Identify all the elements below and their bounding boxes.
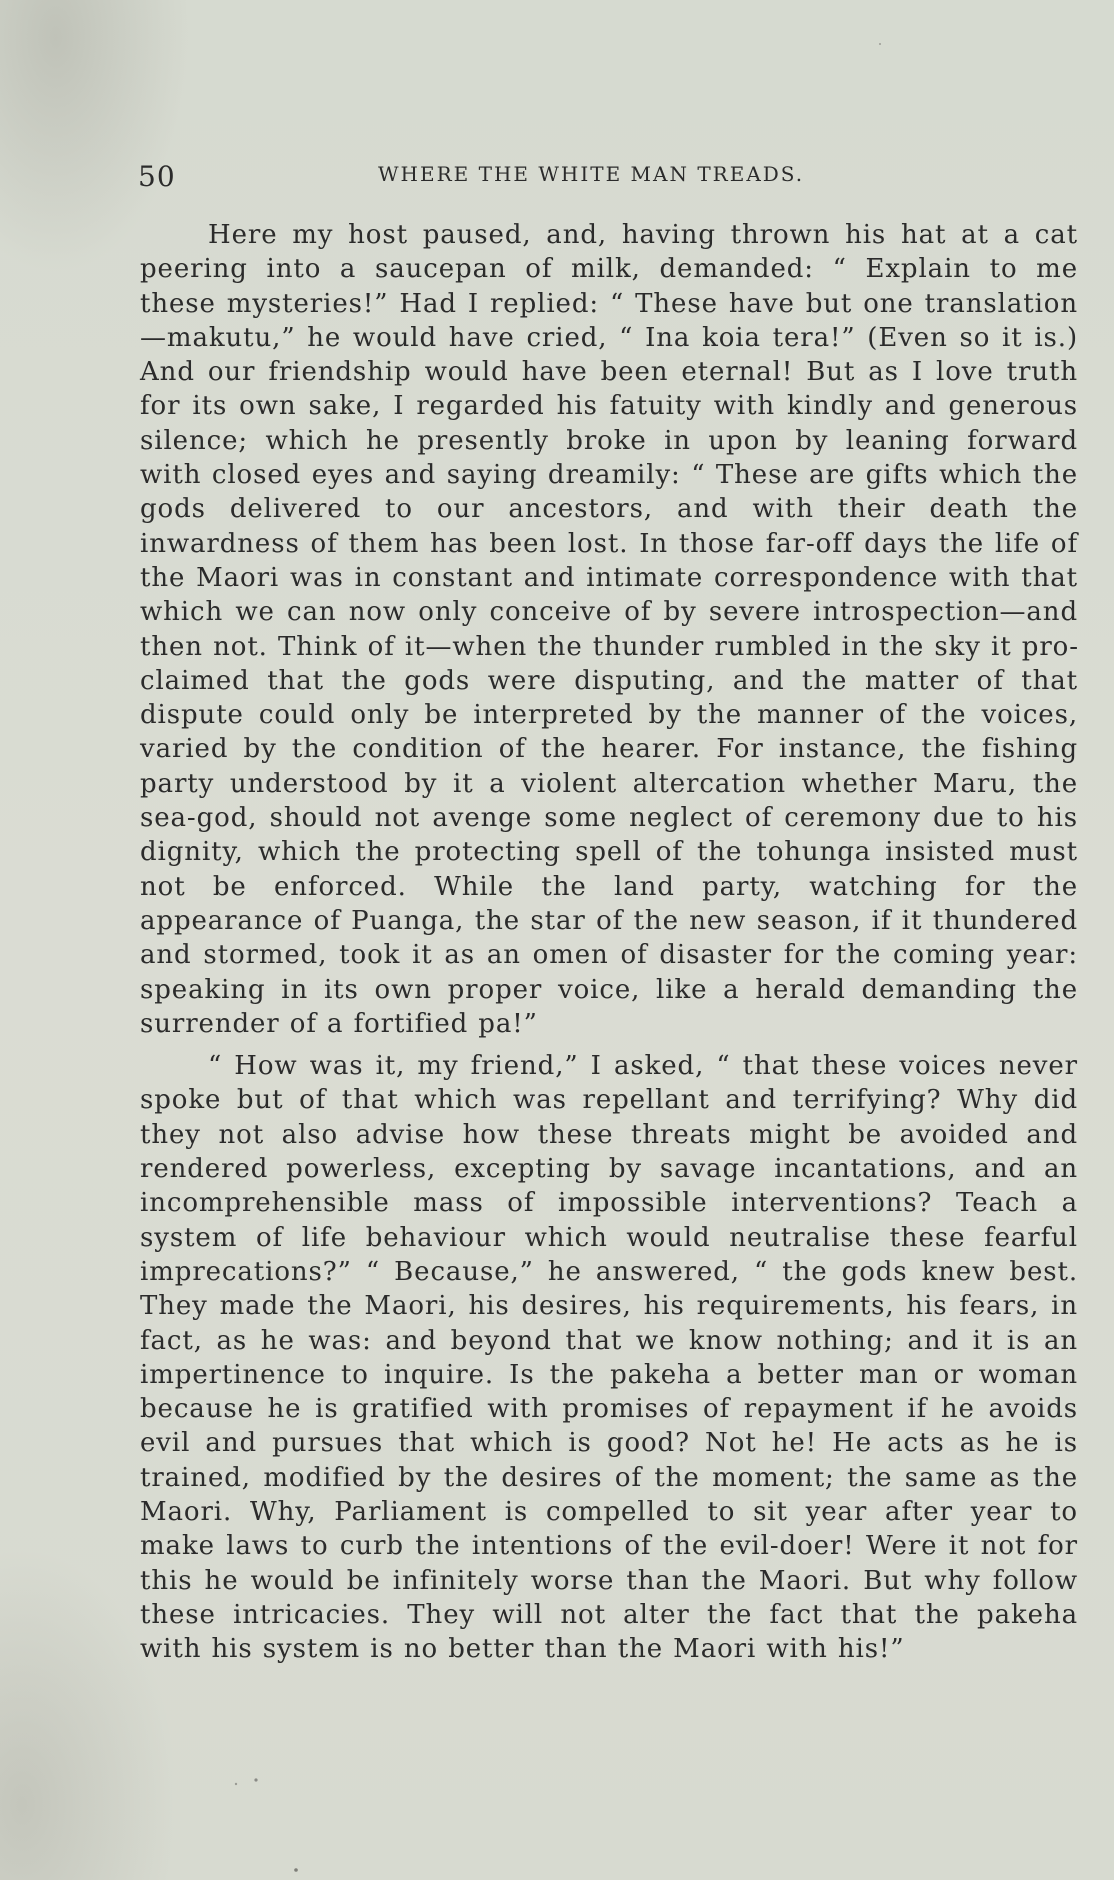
paper-speck	[294, 1868, 298, 1872]
paper-speck	[879, 43, 881, 45]
body-text	[140, 218, 1078, 1666]
page-number: 50	[138, 160, 176, 193]
paper-speck	[254, 1778, 257, 1781]
paragraph-2: “ How was it, my friend,” I asked, “ that these voices never spoke but of that which was repellant and terrifying? Why did they not also advise how these threats might be avoided and rendered powerless, excepting by savage incantations, and an incomprehensible mass of impossible interventions? Teach a system of life behaviour which would neutralise these fearful imprecations?” “ Because,” he answered, “ the gods knew best. They made the Maori, his desires, his requirements, his fears, in fact, as he was: and beyond that we know nothing; and it is an impertinence to inquire. Is the pakeha a better man or woman because he is gratified with promises of repayment if he avoids evil and pursues that which is good? Not he! He acts as he is trained, modified by the desires of the moment; the same as the Maori. Why, Parliament is compelled to sit year after year to make laws to curb the intentions of the evil-doer! Were it not for this he would be infinitely worse than the Maori. But why follow these intricacies. They will not alter the fact that the pakeha with his system is no better than the Maori with his!”	[140, 1051, 1078, 1665]
running-title: WHERE THE WHITE MAN TREADS.	[378, 162, 805, 186]
page-header	[138, 156, 1078, 196]
paragraph-1: Here my host paused, and, having thrown his hat at a cat peering into a saucepan of milk, demanded: “ Explain to me these mysteries!” Had I replied: “ These have but one translation—makutu,” he would have cried, “ Ina koia tera!” (Even so it is.) And our friendship would have been eternal! But as I love truth for its own sake, I regarded his fatuity with kindly and generous silence; which he presently broke in upon by leaning forward with closed eyes and saying dreamily: “ These are gifts which the gods delivered to our ancestors, and with their death the inwardness of them has been lost. In those far-off days the life of the Maori was in constant and intimate correspondence with that which we can now only conceive of by severe introspection—and then not. Think of it—when the thunder rumbled in the sky it proclaimed that the gods were disputing, and the matter of that dispute could only be interpreted by the manner of the voices, varied by the condition of the hearer. For instance, the fishing party understood by it a violent altercation whether Maru, the sea-god, should not avenge some neglect of ceremony due to his dignity, which the protecting spell of the tohunga insisted must not be enforced. While the land party, watching for the appearance of Puanga, the star of the new season, if it thundered and stormed, took it as an omen of disaster for the coming year: speaking in its own proper voice, like a herald demanding the surrender of a fortified pa!”	[140, 220, 1078, 1039]
paper-speck	[235, 1783, 237, 1785]
